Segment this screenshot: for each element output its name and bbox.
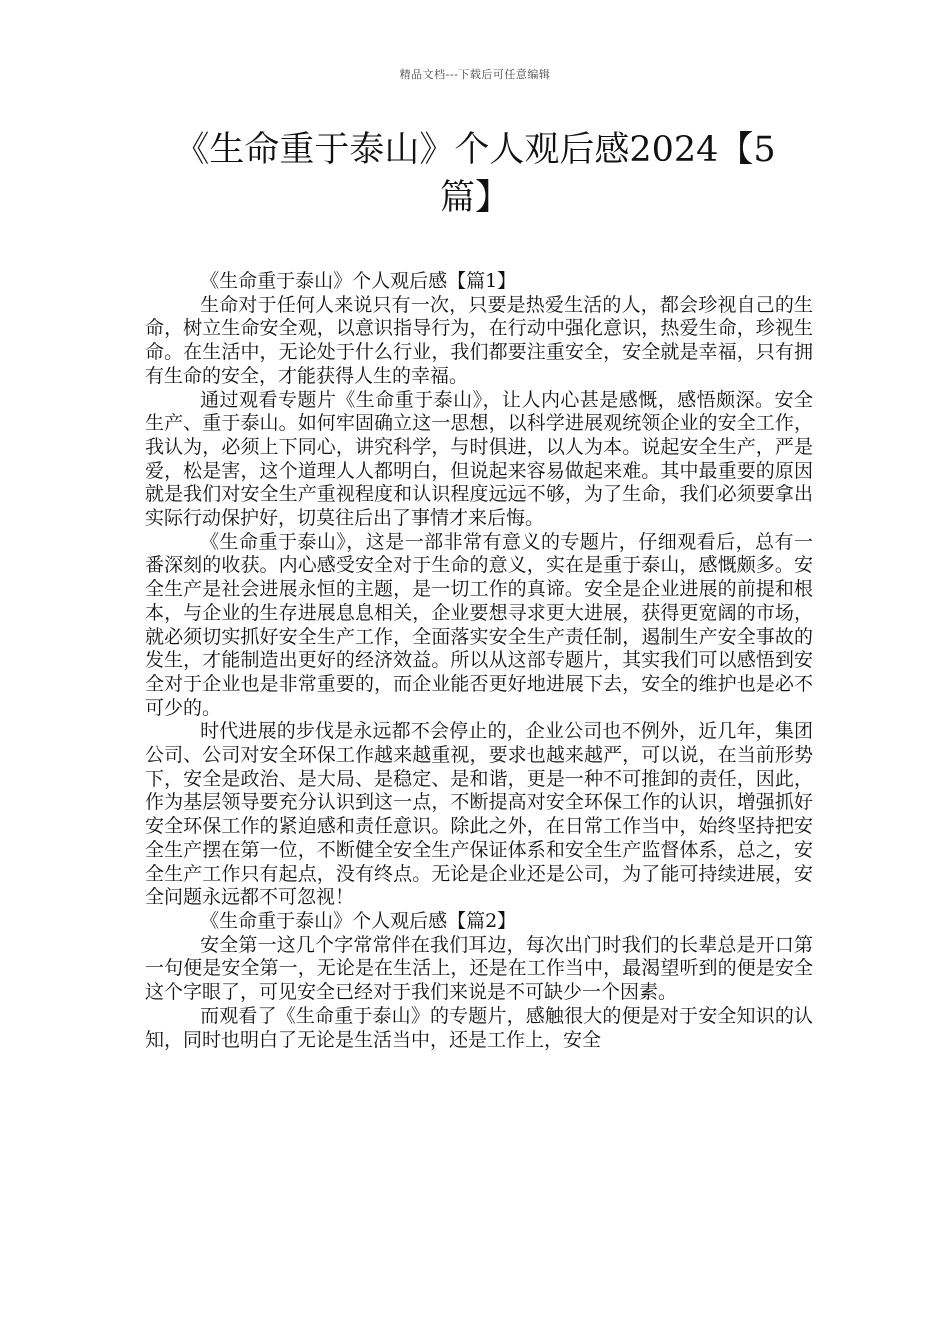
paragraph: 安全第一这几个字常常伴在我们耳边，每次出门时我们的长辈总是开口第一句便是安全第一，无论是在生活上，还是在工作当中，最渴望听到的便是安全这个字眼了，可见安全已经对于我们来说是不可缺少一个因素。	[145, 933, 813, 1004]
paragraph: 《生命重于泰山》，这是一部非常有意义的专题片，仔细观看后，总有一番深刻的收获。内心感受安全对于生命的意义，实在是重于泰山，感慨颇多。安全生产是社会进展永恒的主题，是一切工作的真谛。安全是企业进展的前提和根本，与企业的生存进展息息相关，企业要想寻求更大进展，获得更宽阔的市场，就必须切实抓好安全生产工作，全面落实安全生产责任制，遏制生产安全事故的发生，才能制造出更好的经济效益。所以从这部专题片，其实我们可以感悟到安全对于企业也是非常重要的，而企业能否更好地进展下去，安全的维护也是必不可少的。	[145, 530, 813, 719]
paragraph: 时代进展的步伐是永远都不会停止的，企业公司也不例外，近几年，集团公司、公司对安全环保工作越来越重视，要求也越来越严，可以说，在当前形势下，安全是政治、是大局、是稳定、是和谐，更是一种不可推卸的责任，因此，作为基层领导要充分认识到这一点，不断提高对安全环保工作的认识，增强抓好安全环保工作的紧迫感和责任意识。除此之外，在日常工作当中，始终坚持把安全生产摆在第一位，不断健全安全生产保证体系和安全生产监督体系，总之，安全生产工作只有起点，没有终点。无论是企业还是公司，为了能可持续进展，安全问题永远都不可忽视！	[145, 720, 813, 909]
document-body	[145, 270, 813, 1052]
section-heading: 《生命重于泰山》个人观后感【篇1】	[200, 270, 517, 292]
paragraph: 通过观看专题片《生命重于泰山》，让人内心甚是感慨，感悟颇深。安全生产、重于泰山。如何牢固确立这一思想，以科学进展观统领企业的安全工作，我认为，必须上下同心，讲究科学，与时俱进，以人为本。说起安全生产，严是爱，松是害，这个道理人人都明白，但说起来容易做起来难。其中最重要的原因就是我们对安全生产重视程度和认识程度远远不够，为了生命，我们必须要拿出实际行动保护好，切莫往后出了事情才来后悔。	[145, 388, 813, 530]
header-note: 精品文档---下载后可任意编辑	[399, 68, 551, 81]
paragraph: 而观看了《生命重于泰山》的专题片，感触很大的便是对于安全知识的认知，同时也明白了无论是生活当中，还是工作上，安全	[145, 1004, 813, 1051]
document-title: 《生命重于泰山》个人观后感2024【5篇】	[174, 130, 776, 218]
paragraph: 生命对于任何人来说只有一次，只要是热爱生活的人，都会珍视自己的生命，树立生命安全观，以意识指导行为，在行动中强化意识，热爱生命，珍视生命。在生活中，无论处于什么行业，我们都要注重安全，安全就是幸福，只有拥有生命的安全，才能获得人生的幸福。	[145, 293, 813, 387]
section-heading: 《生命重于泰山》个人观后感【篇2】	[200, 909, 517, 932]
